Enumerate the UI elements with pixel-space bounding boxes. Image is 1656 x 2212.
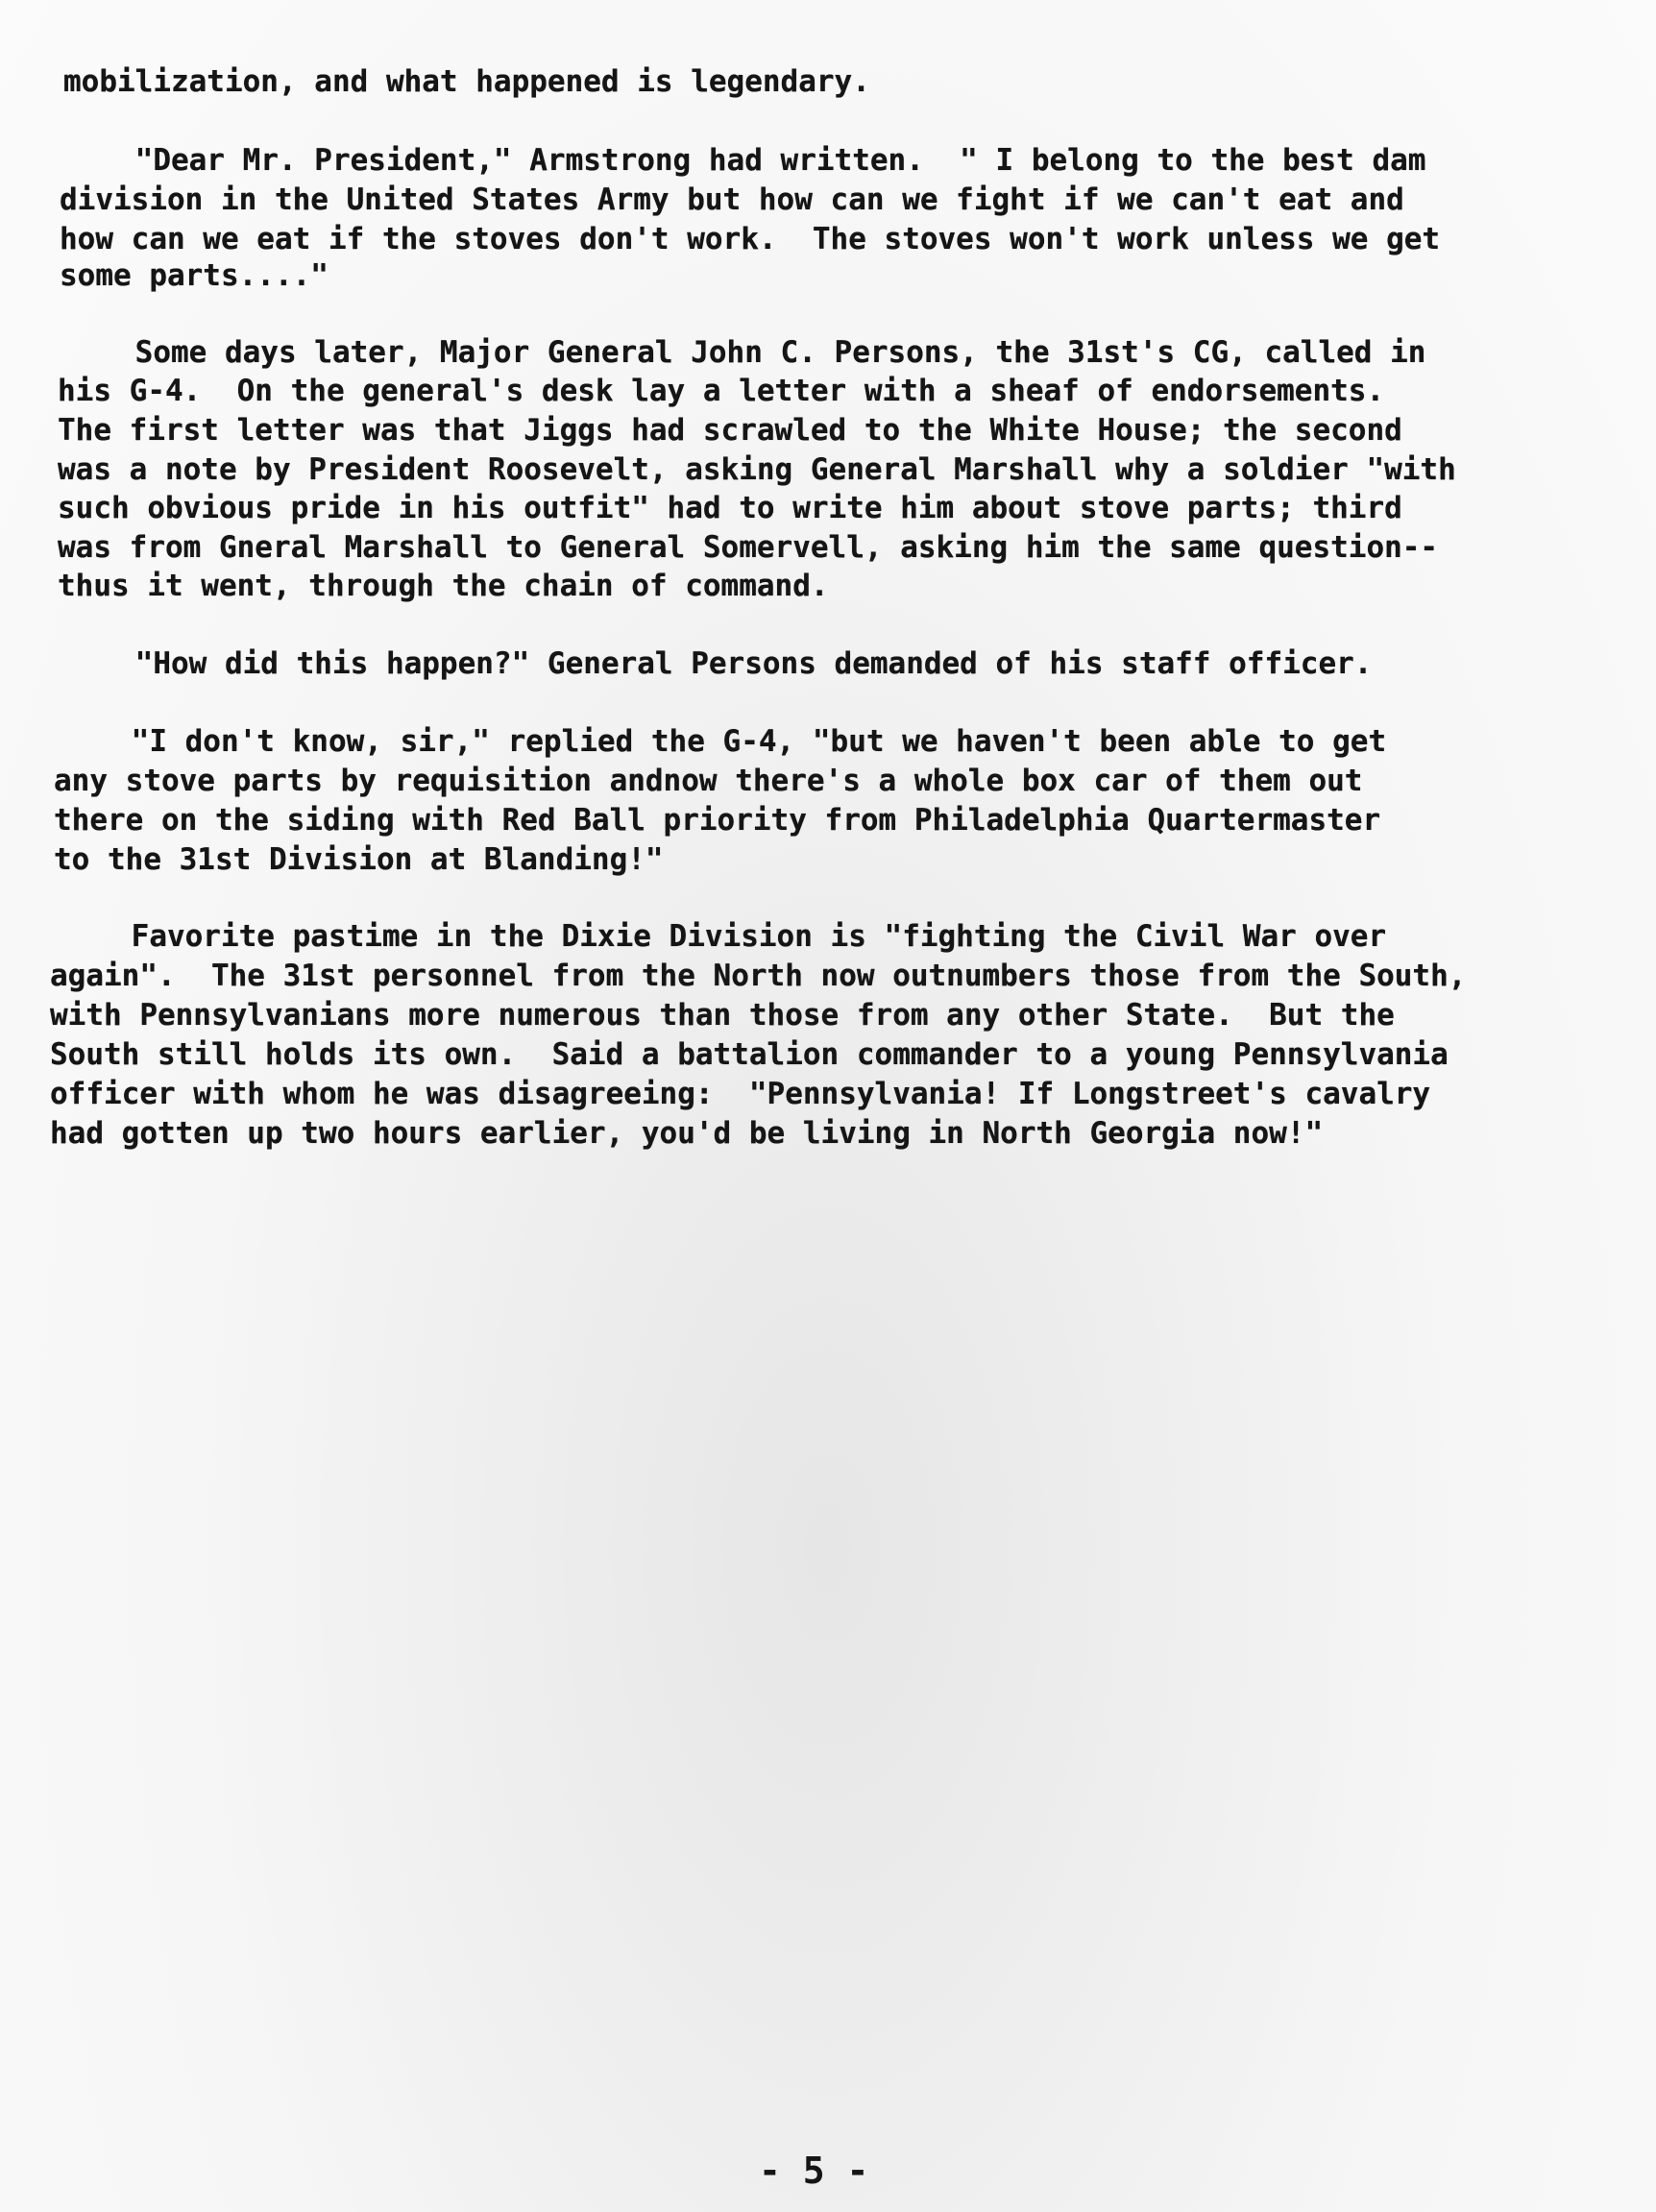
text-line: was a note by President Roosevelt, asking General Marshall why a soldier "with (58, 452, 1456, 487)
text-line: "I don't know, sir," replied the G-4, "but we haven't been able to get (60, 724, 1387, 759)
text-line: "How did this happen?" General Persons demanded of his staff officer. (63, 646, 1373, 681)
text-line: had gotten up two hours earlier, you'd be living in North Georgia now!" (50, 1116, 1324, 1151)
text-line: with Pennsylvanians more numerous than those from any other State. But the (50, 998, 1395, 1033)
text-line: any stove parts by requisition andnow there's a whole box car of them out (54, 764, 1363, 798)
text-line: how can we eat if the stoves don't work. The stoves won't work unless we get (60, 222, 1441, 256)
text-line: such obvious pride in his outfit" had to write him about stove parts; third (58, 491, 1402, 525)
text-line: The first letter was that Jiggs had scrawled to the White House; the second (58, 413, 1402, 448)
text-line: again". The 31st personnel from the North now outnumbers those from the South, (50, 959, 1467, 993)
text-line: mobilization, and what happened is legendary. (63, 64, 870, 99)
text-line: Favorite pastime in the Dixie Division is "fighting the Civil War over (60, 919, 1387, 954)
text-line: thus it went, through the chain of command. (58, 569, 829, 603)
text-line: to the 31st Division at Blanding!" (54, 842, 664, 877)
text-line: "Dear Mr. President," Armstrong had written. " I belong to the best dam (63, 143, 1426, 178)
text-line: division in the United States Army but how can we fight if we can't eat and (60, 182, 1404, 217)
text-line: was from Gneral Marshall to General Somervell, asking him the same question-- (58, 530, 1439, 565)
text-line: officer with whom he was disagreeing: "Pennsylvania! If Longstreet's cavalry (50, 1077, 1431, 1111)
text-line: Some days later, Major General John C. Persons, the 31st's CG, called in (63, 335, 1426, 370)
page-number: - 5 - (759, 2150, 869, 2192)
text-line: his G-4. On the general's desk lay a letter with a sheaf of endorsements. (58, 374, 1385, 408)
text-line: some parts...." (60, 258, 329, 293)
text-line: there on the siding with Red Ball priority from Philadelphia Quartermaster (54, 803, 1381, 838)
text-line: South still holds its own. Said a battalion commander to a young Pennsylvania (50, 1037, 1449, 1072)
